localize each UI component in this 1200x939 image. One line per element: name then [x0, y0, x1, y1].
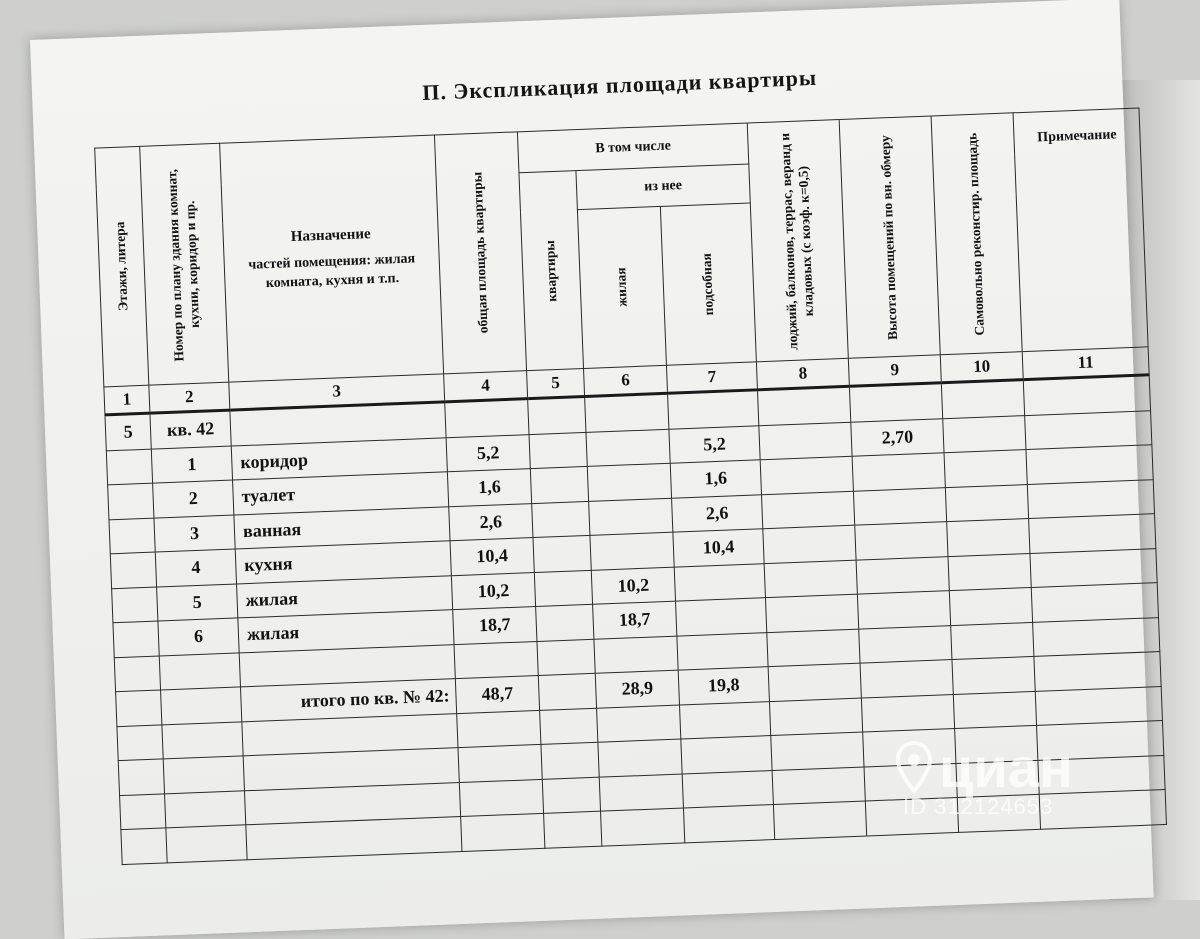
table-cell: 1	[151, 446, 232, 484]
table-cell	[764, 560, 857, 598]
table-cell	[118, 759, 164, 795]
header-purpose: Назначение частей помещения: жилая комната, кухня и т.п.	[220, 135, 444, 382]
table-cell	[544, 811, 602, 848]
table-cell: кв. 42	[150, 410, 231, 449]
table-cell	[110, 552, 156, 588]
table-cell	[852, 453, 945, 491]
table-cell: 1,6	[670, 460, 761, 498]
table-cell	[1031, 583, 1158, 622]
table-cell	[945, 484, 1028, 522]
table-cell	[599, 774, 683, 812]
table-cell	[106, 449, 152, 485]
table-cell: 10,2	[591, 567, 675, 605]
table-cell	[769, 698, 862, 736]
header-height: Высота помещений по вн. обмеру	[839, 116, 940, 358]
table-cell: жилая	[237, 575, 453, 618]
table-cell	[159, 652, 240, 690]
table-cell: 1,6	[447, 469, 531, 507]
table-cell: 4	[155, 549, 236, 587]
table-cell	[542, 777, 600, 814]
table-cell	[246, 817, 462, 860]
table-cell	[857, 591, 950, 629]
table-cell	[1037, 721, 1164, 760]
table-cell	[120, 793, 166, 829]
column-number: 6	[584, 365, 668, 396]
table-cell	[108, 483, 154, 519]
table-cell	[1027, 479, 1154, 518]
table-cell	[597, 705, 681, 743]
table-cell	[165, 790, 246, 828]
table-cell	[957, 794, 1040, 832]
header-living: жилая	[577, 206, 666, 368]
table-cell	[590, 532, 674, 570]
table-cell	[536, 604, 594, 641]
table-cell	[1034, 652, 1161, 691]
table-cell	[949, 587, 1032, 625]
table-cell: коридор	[231, 437, 447, 480]
column-number: 9	[848, 355, 941, 387]
header-including: В том числе	[517, 123, 748, 173]
table-cell	[1029, 514, 1156, 553]
table-cell	[861, 694, 954, 732]
explication-table	[94, 107, 1167, 864]
table-cell	[944, 450, 1027, 488]
table-cell: туалет	[233, 472, 449, 515]
table-cell	[585, 393, 669, 432]
header-room-number: Номер по плану здания комнат, кухни, коридор и пр.	[140, 143, 229, 385]
table-cell	[865, 797, 958, 835]
table-cell	[759, 422, 852, 460]
table-cell	[1025, 410, 1152, 449]
table-cell	[109, 518, 155, 554]
table-cell: 19,8	[678, 667, 769, 705]
table-cell	[948, 553, 1031, 591]
table-cell: 5	[105, 413, 151, 450]
table-cell: 2,6	[672, 494, 763, 532]
table-cell	[114, 655, 160, 691]
table-cell	[594, 636, 678, 674]
table-cell	[161, 687, 242, 725]
table-cell	[121, 828, 167, 864]
document-page	[30, 0, 1154, 939]
table-cell	[533, 535, 591, 572]
table-cell	[955, 725, 1038, 763]
table-cell: 2,70	[851, 418, 944, 456]
column-number: 10	[940, 352, 1023, 383]
table-body	[105, 375, 1166, 864]
column-number: 3	[229, 374, 445, 410]
header-loggias: лоджий, балконов, террас, веранд и кладовых (с коэф. к=0,5)	[747, 119, 848, 361]
table-cell	[951, 622, 1034, 660]
table-cell	[587, 463, 671, 501]
table-cell	[679, 701, 770, 739]
table-cell	[1026, 445, 1153, 484]
table-cell: 10,2	[451, 572, 535, 610]
table-cell: 2	[153, 480, 234, 518]
table-cell: 10,4	[450, 538, 534, 576]
document-title: П. Экспликация площади квартиры	[421, 64, 818, 105]
table-cell	[760, 456, 853, 494]
table-cell	[859, 625, 952, 663]
table-cell	[112, 587, 158, 623]
table-cell	[586, 429, 670, 467]
column-number: 11	[1022, 347, 1149, 380]
header-total-area: общая площадь квартиры	[434, 132, 526, 374]
table-cell	[534, 570, 592, 607]
table-cell	[1033, 617, 1160, 656]
table-cell	[532, 501, 590, 538]
table-cell	[598, 739, 682, 777]
table-cell	[943, 415, 1026, 453]
table-cell	[1030, 548, 1157, 587]
header-auxiliary: подсобная	[660, 203, 756, 365]
table-cell	[860, 660, 953, 698]
column-number: 7	[666, 362, 757, 393]
table-cell	[856, 556, 949, 594]
table-cell	[528, 396, 586, 434]
table-cell	[541, 742, 599, 779]
column-number: 4	[444, 371, 528, 402]
table-cell: 5,2	[669, 425, 760, 463]
column-number: 1	[104, 385, 150, 415]
table-cell	[540, 708, 598, 745]
table-cell: итого по кв. № 42:	[240, 679, 456, 722]
table-cell	[864, 763, 957, 801]
watermark-brand: циан	[939, 736, 1073, 799]
table-cell	[952, 656, 1035, 694]
table-cell	[529, 432, 587, 469]
table-cell	[1038, 755, 1165, 794]
table-cell	[166, 825, 247, 863]
table-cell	[1039, 789, 1166, 828]
table-cell	[162, 721, 243, 759]
table-cell: 18,7	[453, 607, 537, 645]
table-cell	[956, 760, 1039, 798]
table-cell	[113, 621, 159, 657]
table-cell	[530, 466, 588, 503]
table-cell	[668, 390, 759, 429]
table-cell	[682, 770, 773, 808]
header-of-it: из нее	[576, 164, 750, 210]
table-cell: 48,7	[455, 675, 539, 713]
header-note: Примечание	[1013, 108, 1148, 352]
table-cell	[445, 399, 529, 438]
table-cell	[1023, 375, 1150, 415]
table-cell	[757, 386, 850, 425]
watermark-id: ID 312124653	[903, 794, 1054, 819]
header-apartment: квартиры	[519, 171, 584, 371]
table-cell	[953, 691, 1036, 729]
table-cell: 5,2	[446, 434, 530, 472]
table-cell	[772, 767, 865, 805]
table-cell: 6	[158, 618, 239, 656]
table-cell	[117, 724, 163, 760]
table-cell	[674, 563, 765, 601]
table-cell: 28,9	[595, 670, 679, 708]
table-cell: жилая	[238, 610, 454, 653]
table-cell	[163, 756, 244, 794]
table-cell	[677, 632, 768, 670]
table-cell	[458, 744, 542, 782]
table-cell: 2,6	[449, 503, 533, 541]
table-cell	[683, 805, 774, 843]
table-cell: 18,7	[593, 601, 677, 639]
table-cell	[765, 594, 858, 632]
table-cell	[461, 813, 545, 851]
table-cell	[863, 729, 956, 767]
table-cell: 10,4	[673, 529, 764, 567]
table-cell	[1035, 686, 1162, 725]
table-cell	[589, 498, 673, 536]
table-cell	[855, 522, 948, 560]
table-cell	[681, 736, 772, 774]
table-cell	[947, 519, 1030, 557]
table-cell	[941, 380, 1024, 419]
table-cell: 3	[154, 515, 235, 553]
column-number: 8	[756, 358, 849, 390]
table-cell	[457, 710, 541, 748]
column-number: 5	[527, 368, 585, 398]
table-cell: 5	[157, 583, 238, 621]
table-cell	[454, 641, 538, 679]
table-cell	[853, 487, 946, 525]
table-cell	[116, 690, 162, 726]
table-cell	[676, 598, 767, 636]
table-cell	[763, 525, 856, 563]
header-unauthorized-area: Самовольно реконстир. площадь	[931, 113, 1022, 355]
column-number: 2	[149, 382, 230, 413]
table-cell	[761, 491, 854, 529]
table-cell	[849, 383, 942, 422]
table-cell	[537, 639, 595, 676]
table-cell: ванная	[234, 506, 450, 549]
table-cell	[767, 629, 860, 667]
table-cell	[459, 779, 543, 817]
table-cell	[601, 808, 685, 846]
table-cell	[768, 663, 861, 701]
table-cell	[771, 732, 864, 770]
table-cell: кухня	[235, 541, 451, 584]
table-cell	[538, 673, 596, 710]
table-cell	[773, 801, 866, 839]
header-floors: Этажи, литера	[95, 146, 149, 387]
